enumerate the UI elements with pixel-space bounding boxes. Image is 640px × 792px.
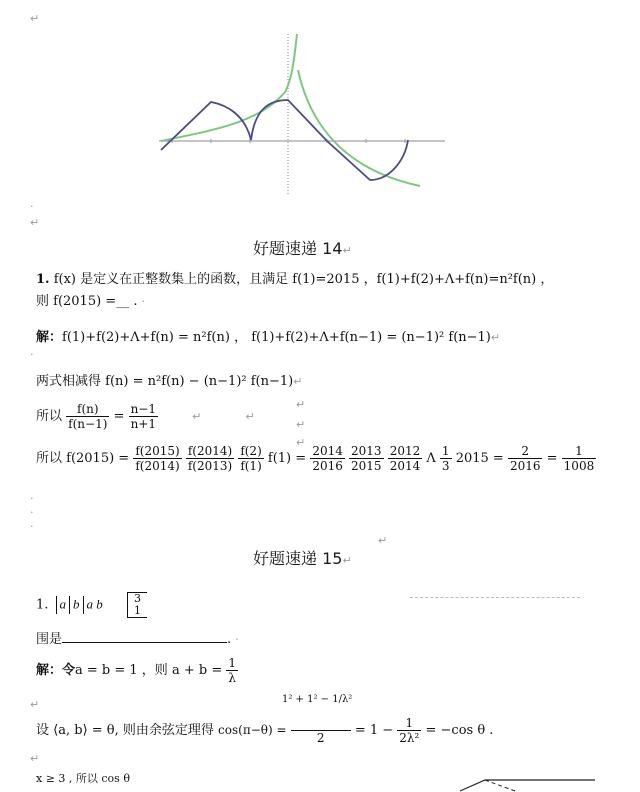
- function-graph: [155, 30, 455, 200]
- paragraph-mark: ↵: [30, 698, 40, 711]
- paragraph-mark: ↵: [296, 418, 306, 431]
- small-mark-2: ·: [30, 348, 34, 361]
- paragraph-mark: ↵: [296, 436, 306, 449]
- ratio-result-fraction: $\frac{n-1}{n+1}$: [130, 402, 156, 431]
- ratio-fraction: $\frac{f(n)}{f(n-1)}$: [68, 402, 108, 431]
- small-mark-3: ·: [30, 492, 34, 505]
- section-heading-14: 好题速递 14↵: [253, 239, 352, 258]
- cosine-line: 设 ⟨a, b⟩ = θ, 则由余弦定理得 cos(π−θ) = 2 = 1 − $\frac{1}{\text{2λ²}}$ = −cos θ .: [36, 716, 494, 745]
- problem-14-line1: 1. f(x) 是定义在正整数集上的函数，且满足 f(1)=2015 ，f(1)+f(2)+Λ+f(n)=n²f(n) ，: [36, 272, 554, 287]
- solution-14-line1: 解：f(1)+f(2)+Λ+f(n) = n²f(n) ， f(1)+f(2)+Λ+f(n−1) = (n−1)² f(n−1)↵: [36, 330, 501, 345]
- problem-15-line1: 1. a b a b 3 1: [36, 592, 147, 618]
- paragraph-mark: ↵: [30, 752, 40, 765]
- subtract-line: 两式相减得 f(n) = n²f(n) − (n−1)² f(n−1)↵: [36, 374, 303, 389]
- paragraph-mark: ↵: [296, 398, 306, 411]
- small-mark-4: ·: [30, 506, 34, 519]
- paragraph-mark: ↵: [378, 534, 388, 547]
- bottom-cut-line: x ≥ 3 , 所以 cos θ: [36, 772, 130, 785]
- triangle-sketch: [455, 772, 605, 792]
- problem-14-line2: 则 f(2015) =__ . ·: [36, 294, 146, 309]
- green-curve-right: [298, 70, 420, 186]
- small-mark-1: ·: [30, 200, 34, 213]
- product-chain-line: 所以 f(2015) = $\frac{f(2015)}{f(2014)}$ $\frac{f(2014)}{f(2013)}$ $\frac{f(2)}{f(1)}$ f(1) = $\frac{2014}{2016}$ $\frac{2013}{2015}$ $\frac{2012}{2014}$ Λ $\frac{1}{3}$ 2015 = $\frac{2}{2016}$ = $\frac{1}{1008}$: [36, 444, 595, 473]
- small-mark-5: ·: [30, 520, 34, 533]
- cut-divider: [410, 597, 580, 598]
- paragraph-mark: ↵: [30, 216, 40, 229]
- green-curve-left: [161, 34, 297, 141]
- section-heading-15: 好题速递 15↵: [253, 549, 352, 568]
- ratio-line: 所以 $\frac{f(n)}{f(n-1)}$ = $\frac{n-1}{n+1}$ ↵ ↵: [36, 402, 255, 431]
- top-small-expr: 1² + 1² − 1/λ²: [282, 694, 353, 705]
- answer-blank: [62, 630, 227, 643]
- range-line: 围是 . ·: [36, 632, 239, 647]
- solution-15-line1: 解：令a = b = 1 ，则 a + b = $\frac{1}{\lambda}$: [36, 656, 236, 685]
- paragraph-mark: ↵: [30, 12, 40, 25]
